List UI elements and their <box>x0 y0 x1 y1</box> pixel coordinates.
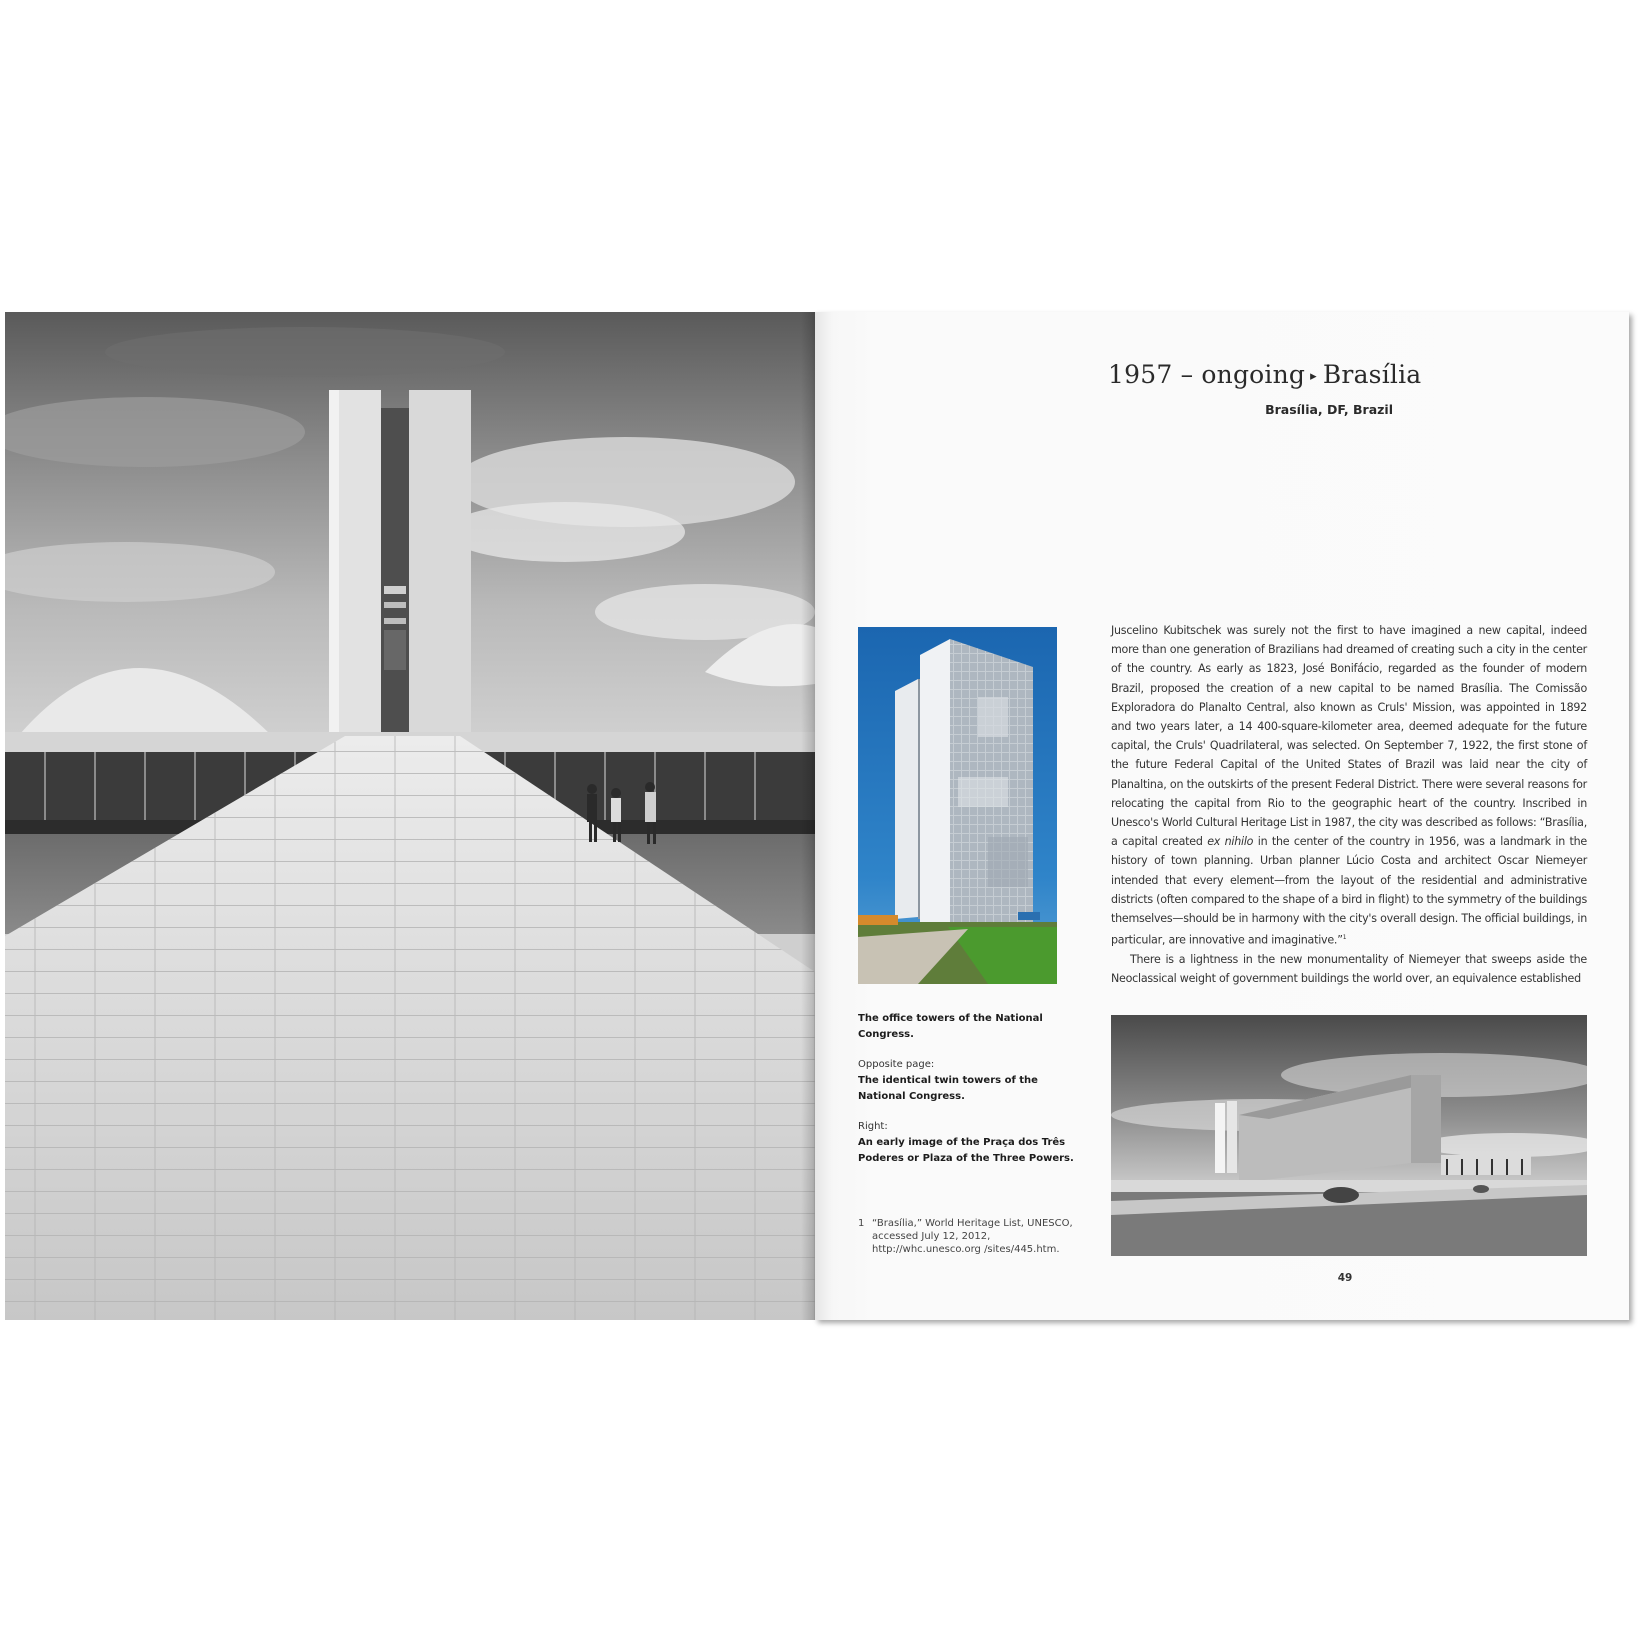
footnote-reference: 1 <box>1342 934 1347 942</box>
triangle-right-icon: ▸ <box>1310 369 1317 384</box>
body-paragraph-2: There is a lightness in the new monumentality of Niemeyer that sweeps aside the Neoclassical weight of government buildings the world over, an equivalence established <box>1111 953 1587 986</box>
caption-office-towers <box>858 1011 1088 1043</box>
plaza-photo <box>1111 1015 1587 1256</box>
title-name: Brasília <box>1322 360 1422 389</box>
caption-right <box>858 1119 1088 1167</box>
page-subtitle: Brasília, DF, Brazil <box>1265 402 1393 417</box>
national-congress-photo <box>5 312 815 1320</box>
left-page-photo <box>5 312 815 1320</box>
caption-text: The office towers of the National Congress. <box>858 1013 1043 1040</box>
body-text <box>1111 621 1587 989</box>
footnote <box>858 1217 1088 1256</box>
page-title <box>1108 360 1421 389</box>
caption-label: Right: <box>858 1121 888 1132</box>
caption-opposite-page <box>858 1057 1088 1105</box>
book-spread <box>5 312 1629 1320</box>
body-italic-term: ex nihilo <box>1207 835 1254 849</box>
captions <box>858 1011 1088 1181</box>
body-paragraph-1 <box>1111 621 1587 950</box>
caption-label: Opposite page: <box>858 1059 935 1070</box>
right-page <box>815 312 1629 1320</box>
caption-text: An early image of the Praça dos Três Poderes or Plaza of the Three Powers. <box>858 1137 1074 1164</box>
body-text-segment: Juscelino Kubitschek was surely not the first to have imagined a new capital, indeed more than one generation of Brazilians had dreamed of creating such a city in the center of the country. As early as 1823, José Bonifácio, regarded as the founder of modern Brazil, proposed the creation of a new capital to be named Brasília. The Comissão Exploradora do Planalto Central, also known as Cruls' Mission, was appointed in 1892 and two years later, a 14 400-square-kilometer area, deemed adequate for the future capital, the Cruls' Quadrilateral, was selected. On September 7, 1922, the first stone of the future Federal Capital of the United States of Brazil was laid near the city of Planaltina, on the outskirts of the present Federal District. There were several reasons for relocating the capital from Rio to the geographic heart of the country. Inscribed in Unesco's World Cultural Heritage List in 1987, the city was described as follows: “Brasília, a capital created <box>1111 624 1587 849</box>
office-towers-photo <box>858 627 1057 984</box>
page-number: 49 <box>1337 1272 1353 1284</box>
footnote-text: “Brasília,” World Heritage List, UNESCO, accessed July 12, 2012, http://whc.unesco.org /sites/445.htm. <box>872 1218 1073 1255</box>
body-text-segment: in the center of the country in 1956, was a landmark in the history of town planning. Urban planner Lúcio Costa and architect Oscar Niemeyer intended that every element—from the layout of the residential and administrative districts (often compared to the shape of a bird in flight) to the symmetry of the buildings themselves—should be in harmony with the city's overall design. The official buildings, in particular, are innovative and imaginative.” <box>1111 835 1587 947</box>
caption-text: The identical twin towers of the National Congress. <box>858 1075 1038 1102</box>
footnote-number: 1 <box>858 1218 865 1229</box>
title-years: 1957 – ongoing <box>1108 360 1306 389</box>
